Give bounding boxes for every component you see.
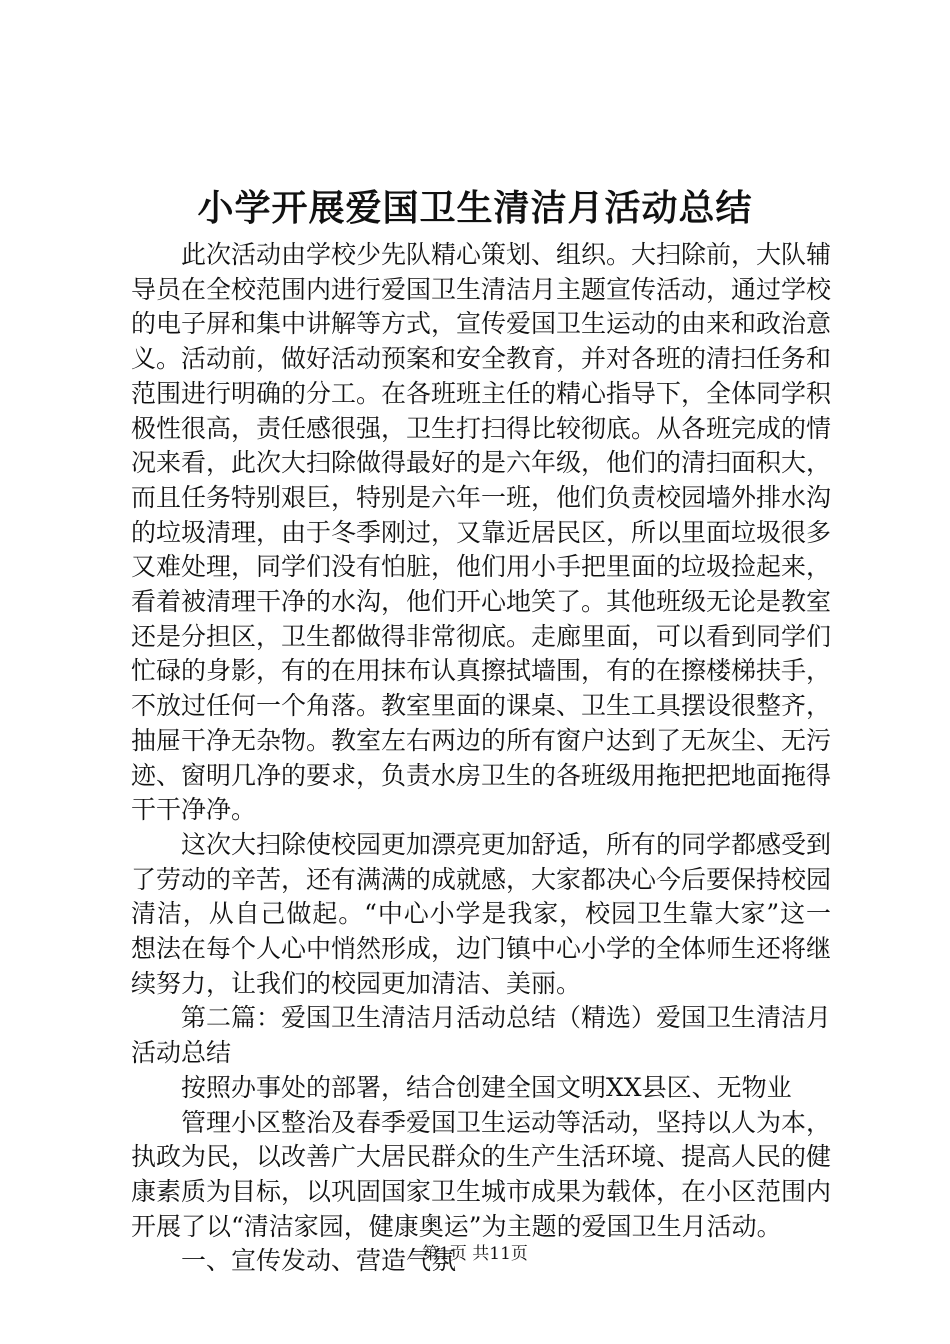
paragraph-4: 按照办事处的部署，结合创建全国文明XX县区、无物业 [181,1072,792,1102]
paragraph-5: 管理小区整治及春季爱国卫生运动等活动，坚持以人为本，执政为民，以改善广大居民群众的生产生活环境、提高人民的健康素质为目标，以巩固国家卫生城市成果为载体，在小区范围内开展了以“清洁家园，健康奥运”为主题的爱国卫生月活动。 [131,1107,832,1241]
paragraph-1: 此次活动由学校少先队精心策划、组织。大扫除前，大队辅导员在全校范围内进行爱国卫生清洁月主题宣传活动，通过学校的电子屏和集中讲解等方式，宣传爱国卫生运动的由来和政治意义。活动前，做好活动预案和安全教育，并对各班的清扫任务和范围进行明确的分工。在各班班主任的精心指导下，全体同学积极性很高，责任感很强，卫生打扫得比较彻底。从各班完成的情况来看，此次大扫除做得最好的是六年级，他们的清扫面积大，而且任务特别艰巨，特别是六年一班，他们负责校园墙外排水沟的垃圾清理，由于冬季刚过，又靠近居民区，所以里面垃圾很多又难处理，同学们没有怕脏，他们用小手把里面的垃圾捡起来，看着被清理干净的水沟，他们开心地笑了。其他班级无论是教室还是分担区，卫生都做得非常彻底。走廊里面，可以看到同学们忙碌的身影，有的在用抹布认真擦拭墙围，有的在擦楼梯扶手，不放过任何一个角落。教室里面的课桌、卫生工具摆设很整齐，抽屉干净无杂物。教室左右两边的所有窗户达到了无灰尘、无污迹、窗明几净的要求，负责水房卫生的各班级用拖把把地面拖得干干净净。 [131,240,832,825]
document-body [131,238,831,1279]
paragraph-6: 一、宣传发动、营造气氛 [181,1246,457,1276]
page-footer: 第1页 共11页 [422,1244,528,1264]
paragraph-2: 这次大扫除使校园更加漂亮更加舒适，所有的同学都感受到了劳动的辛苦，还有满满的成就感，大家都决心今后要保持校园清洁，从自己做起。“中心小学是我家，校园卫生靠大家”这一想法在每个人心中悄然形成，边门镇中心小学的全体师生还将继续努力，让我们的校园更加清洁、美丽。 [131,829,832,998]
document-title: 小学开展爱国卫生清洁月活动总结 [197,187,753,229]
paragraph-3: 第二篇：爱国卫生清洁月活动总结（精选）爱国卫生清洁月活动总结 [131,1003,832,1068]
